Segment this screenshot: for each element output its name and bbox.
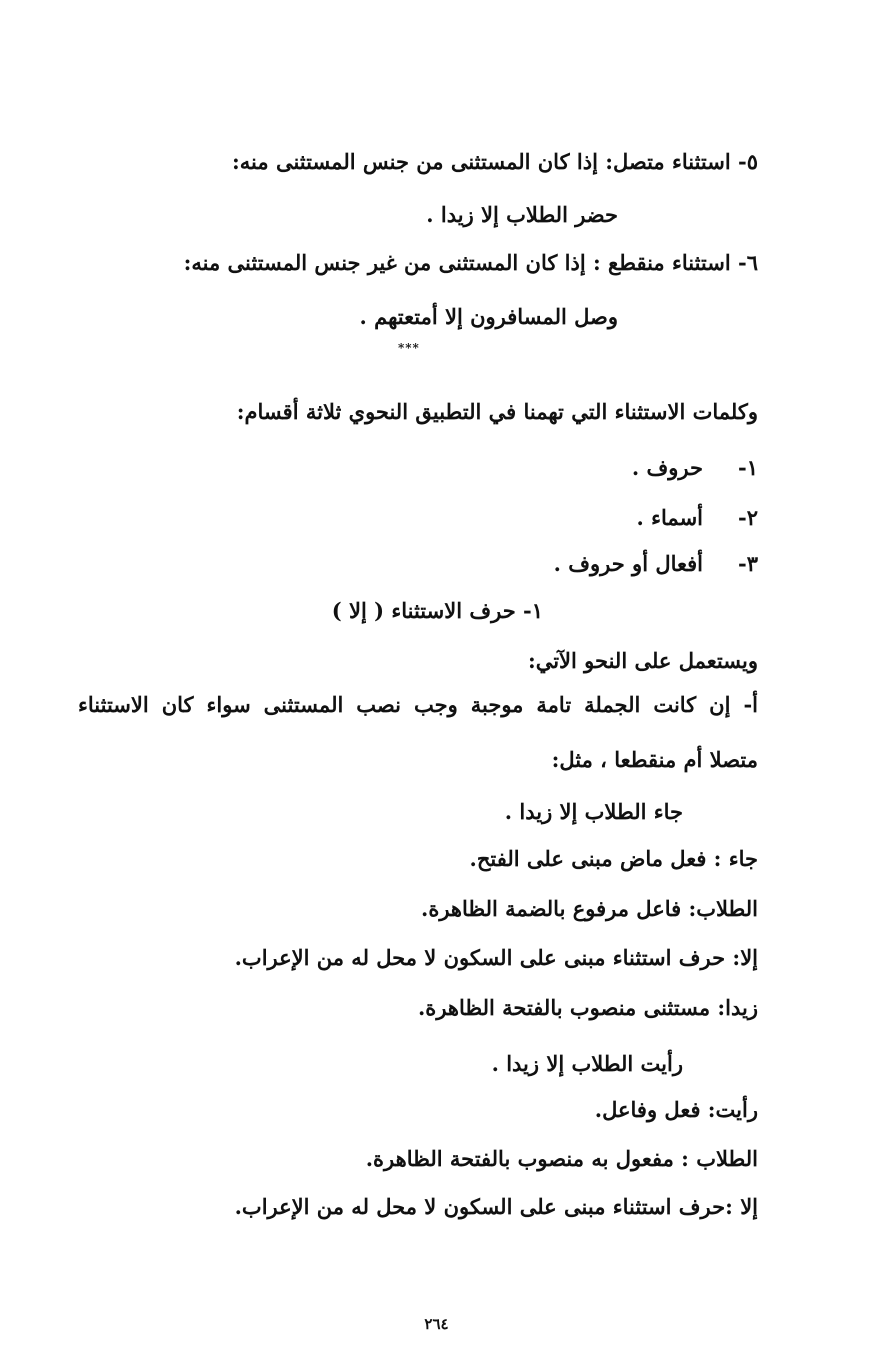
list-item-text: أسماء .: [636, 505, 703, 530]
list-item-number: ٢-: [738, 505, 758, 530]
parsing-line: إلا :حرف استثناء مبنى على السكون لا محل له من الإعراب.: [234, 1194, 758, 1219]
parsing-line: الطلاب: فاعل مرفوع بالضمة الظاهرة.: [421, 896, 758, 921]
list-item-number: ٣-: [738, 551, 758, 576]
text-line-connected-exception: ٥- استثناء متصل: إذا كان المستثنى من جنس المستثنى منه:: [232, 149, 758, 174]
parsing-line: جاء : فعل ماض مبنى على الفتح.: [469, 846, 758, 871]
example-line: وصل المسافرون إلا أمتعتهم .: [359, 304, 618, 329]
text-line: ويستعمل على النحو الآتي:: [527, 648, 758, 673]
list-item-text: حروف .: [631, 455, 703, 480]
list-item-text: أفعال أو حروف .: [553, 551, 703, 576]
example-line: رأيت الطلاب إلا زيدا .: [491, 1051, 683, 1076]
example-line: جاء الطلاب إلا زيدا .: [504, 799, 683, 824]
section-separator: ***: [398, 341, 420, 355]
list-item-number: ١-: [738, 455, 758, 480]
list-item: [632, 453, 758, 483]
text-line-justified: أ- إن كانت الجملة تامة موجبة وجب نصب المستثنى سواء كان الاستثناء: [78, 692, 758, 717]
text-line-disconnected-exception: ٦- استثناء منقطع : إذا كان المستثنى من غير جنس المستثنى منه:: [183, 250, 758, 275]
parsing-line: رأيت: فعل وفاعل.: [594, 1097, 758, 1122]
list-item: [637, 503, 758, 533]
parsing-line: زيدا: مستثنى منصوب بالفتحة الظاهرة.: [418, 995, 758, 1020]
parsing-line: الطلاب : مفعول به منصوب بالفتحة الظاهرة.: [365, 1146, 758, 1171]
text-line-categories: وكلمات الاستثناء التي تهمنا في التطبيق النحوي ثلاثة أقسام:: [236, 399, 758, 424]
parsing-line: إلا: حرف استثناء مبنى على السكون لا محل له من الإعراب.: [234, 945, 758, 970]
page-number: ٢٦٤: [424, 1315, 449, 1333]
section-heading: ١- حرف الاستثناء ( إلا ): [331, 598, 543, 623]
list-item: [554, 549, 758, 579]
example-line: حضر الطلاب إلا زيدا .: [426, 202, 618, 227]
text-line: متصلا أم منقطعا ، مثل:: [551, 747, 758, 772]
